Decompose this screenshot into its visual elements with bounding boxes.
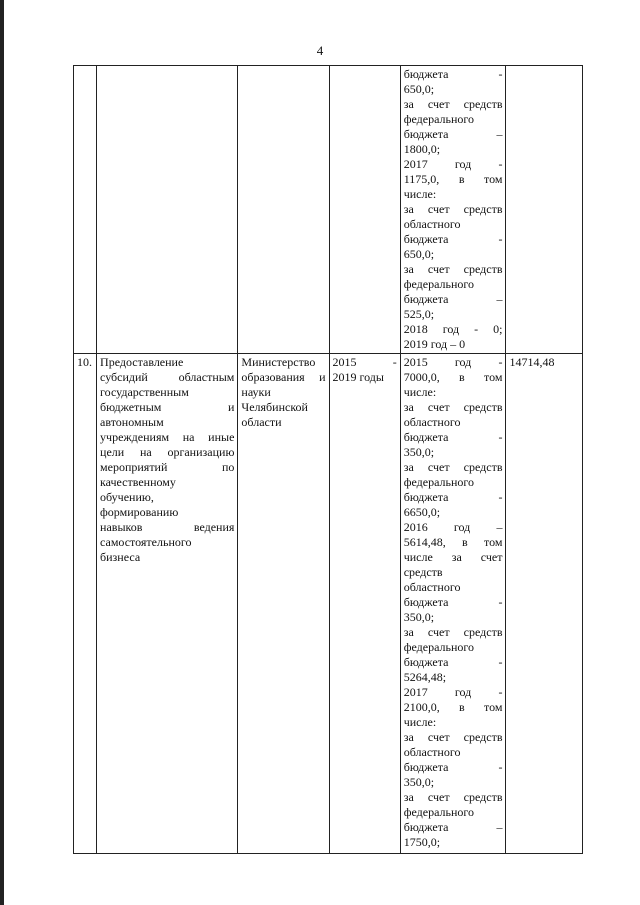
cell-number: 10. — [74, 354, 97, 854]
funding-line: бюджета - — [403, 67, 503, 81]
funding-line: за счет средств — [403, 790, 503, 804]
funding-line: областного — [403, 217, 461, 231]
funding-line: за счет средств — [403, 400, 503, 414]
name-line: мероприятий по — [100, 460, 235, 474]
funding-line: 1750,0; — [403, 835, 441, 849]
funding-line: 1800,0; — [403, 142, 441, 156]
funding-line: федерального — [403, 640, 475, 654]
scan-edge — [0, 0, 4, 905]
funding-line: 1175,0, в том — [403, 172, 503, 186]
funding-line: бюджета – — [403, 127, 503, 141]
name-line: бюджетным и — [100, 400, 235, 414]
funding-line: бюджета - — [403, 490, 503, 504]
cell-executor — [238, 354, 329, 854]
funding-line: федерального — [403, 112, 475, 126]
funding-line: числе: — [403, 385, 437, 399]
executor-line: области — [241, 415, 282, 429]
funding-line: 2017 год - — [403, 157, 503, 171]
funding-line: числе: — [403, 715, 437, 729]
program-table — [73, 65, 583, 854]
table-row-10 — [74, 354, 583, 854]
funding-line: 2019 год – 0 — [403, 337, 466, 351]
funding-line: за счет средств — [403, 202, 503, 216]
funding-line: федерального — [403, 475, 475, 489]
funding-line: за счет средств — [403, 730, 503, 744]
executor-line: образования и — [241, 370, 326, 384]
funding-line: за счет средств — [403, 625, 503, 639]
name-line: самостоятельного — [100, 535, 192, 549]
funding-line: бюджета - — [403, 655, 503, 669]
cell-executor-continued — [238, 66, 329, 354]
table-row-continued — [74, 66, 583, 354]
funding-line: за счет средств — [403, 460, 503, 474]
funding-line: бюджета – — [403, 292, 503, 306]
name-line: государственным — [100, 385, 189, 399]
funding-line: числе: — [403, 187, 437, 201]
term-line: 2015 - — [332, 355, 397, 369]
funding-line: 350,0; — [403, 775, 435, 789]
funding-line: федерального — [403, 805, 475, 819]
funding-line: 6650,0; — [403, 505, 441, 519]
funding-line: 350,0; — [403, 610, 435, 624]
funding-line: средств — [403, 565, 443, 579]
funding-line: федерального — [403, 277, 475, 291]
name-line: качественному — [100, 475, 176, 489]
funding-line: 2018 год - 0; — [403, 322, 503, 336]
funding-line: 7000,0, в том — [403, 370, 503, 384]
cell-total-continued — [506, 66, 583, 354]
funding-line: числе за счет — [403, 550, 503, 564]
executor-line: Челябинской — [241, 400, 308, 414]
name-line: цели на организацию — [100, 445, 235, 459]
funding-line: 650,0; — [403, 247, 435, 261]
cell-name — [97, 354, 238, 854]
funding-line: 2100,0, в том — [403, 700, 503, 714]
cell-term-continued — [329, 66, 400, 354]
name-line: бизнеса — [100, 550, 141, 564]
funding-line: 2015 год - — [403, 355, 503, 369]
name-line: автономным — [100, 415, 164, 429]
cell-term — [329, 354, 400, 854]
funding-line: областного — [403, 580, 461, 594]
name-line: Предоставление — [100, 355, 184, 369]
name-line: субсидий областным — [100, 370, 235, 384]
name-line: навыков ведения — [100, 520, 235, 534]
funding-line: 5614,48, в том — [403, 535, 503, 549]
funding-line: областного — [403, 415, 461, 429]
funding-line: бюджета - — [403, 430, 503, 444]
cell-name-continued — [97, 66, 238, 354]
term-line: 2019 годы — [332, 370, 384, 384]
funding-line: 350,0; — [403, 445, 435, 459]
cell-funding-continued — [400, 66, 506, 354]
funding-line: 2016 год – — [403, 520, 503, 534]
funding-line: бюджета - — [403, 232, 503, 246]
funding-line: 2017 год - — [403, 685, 503, 699]
executor-line: науки — [241, 385, 271, 399]
funding-line: за счет средств — [403, 262, 503, 276]
cell-total: 14714,48 — [506, 354, 583, 854]
cell-funding — [400, 354, 506, 854]
name-line: формированию — [100, 505, 179, 519]
funding-line: бюджета – — [403, 820, 503, 834]
funding-line: за счет средств — [403, 97, 503, 111]
funding-line: 525,0; — [403, 307, 435, 321]
funding-line: областного — [403, 745, 461, 759]
funding-line: 650,0; — [403, 82, 435, 96]
funding-line: 5264,48; — [403, 670, 447, 684]
funding-line: бюджета - — [403, 760, 503, 774]
executor-line: Министерство — [241, 355, 316, 369]
cell-number-continued — [74, 66, 97, 354]
page-number: 4 — [316, 43, 324, 58]
name-line: обучению, — [100, 490, 154, 504]
funding-line: бюджета - — [403, 595, 503, 609]
name-line: учреждениям на иные — [100, 430, 235, 444]
